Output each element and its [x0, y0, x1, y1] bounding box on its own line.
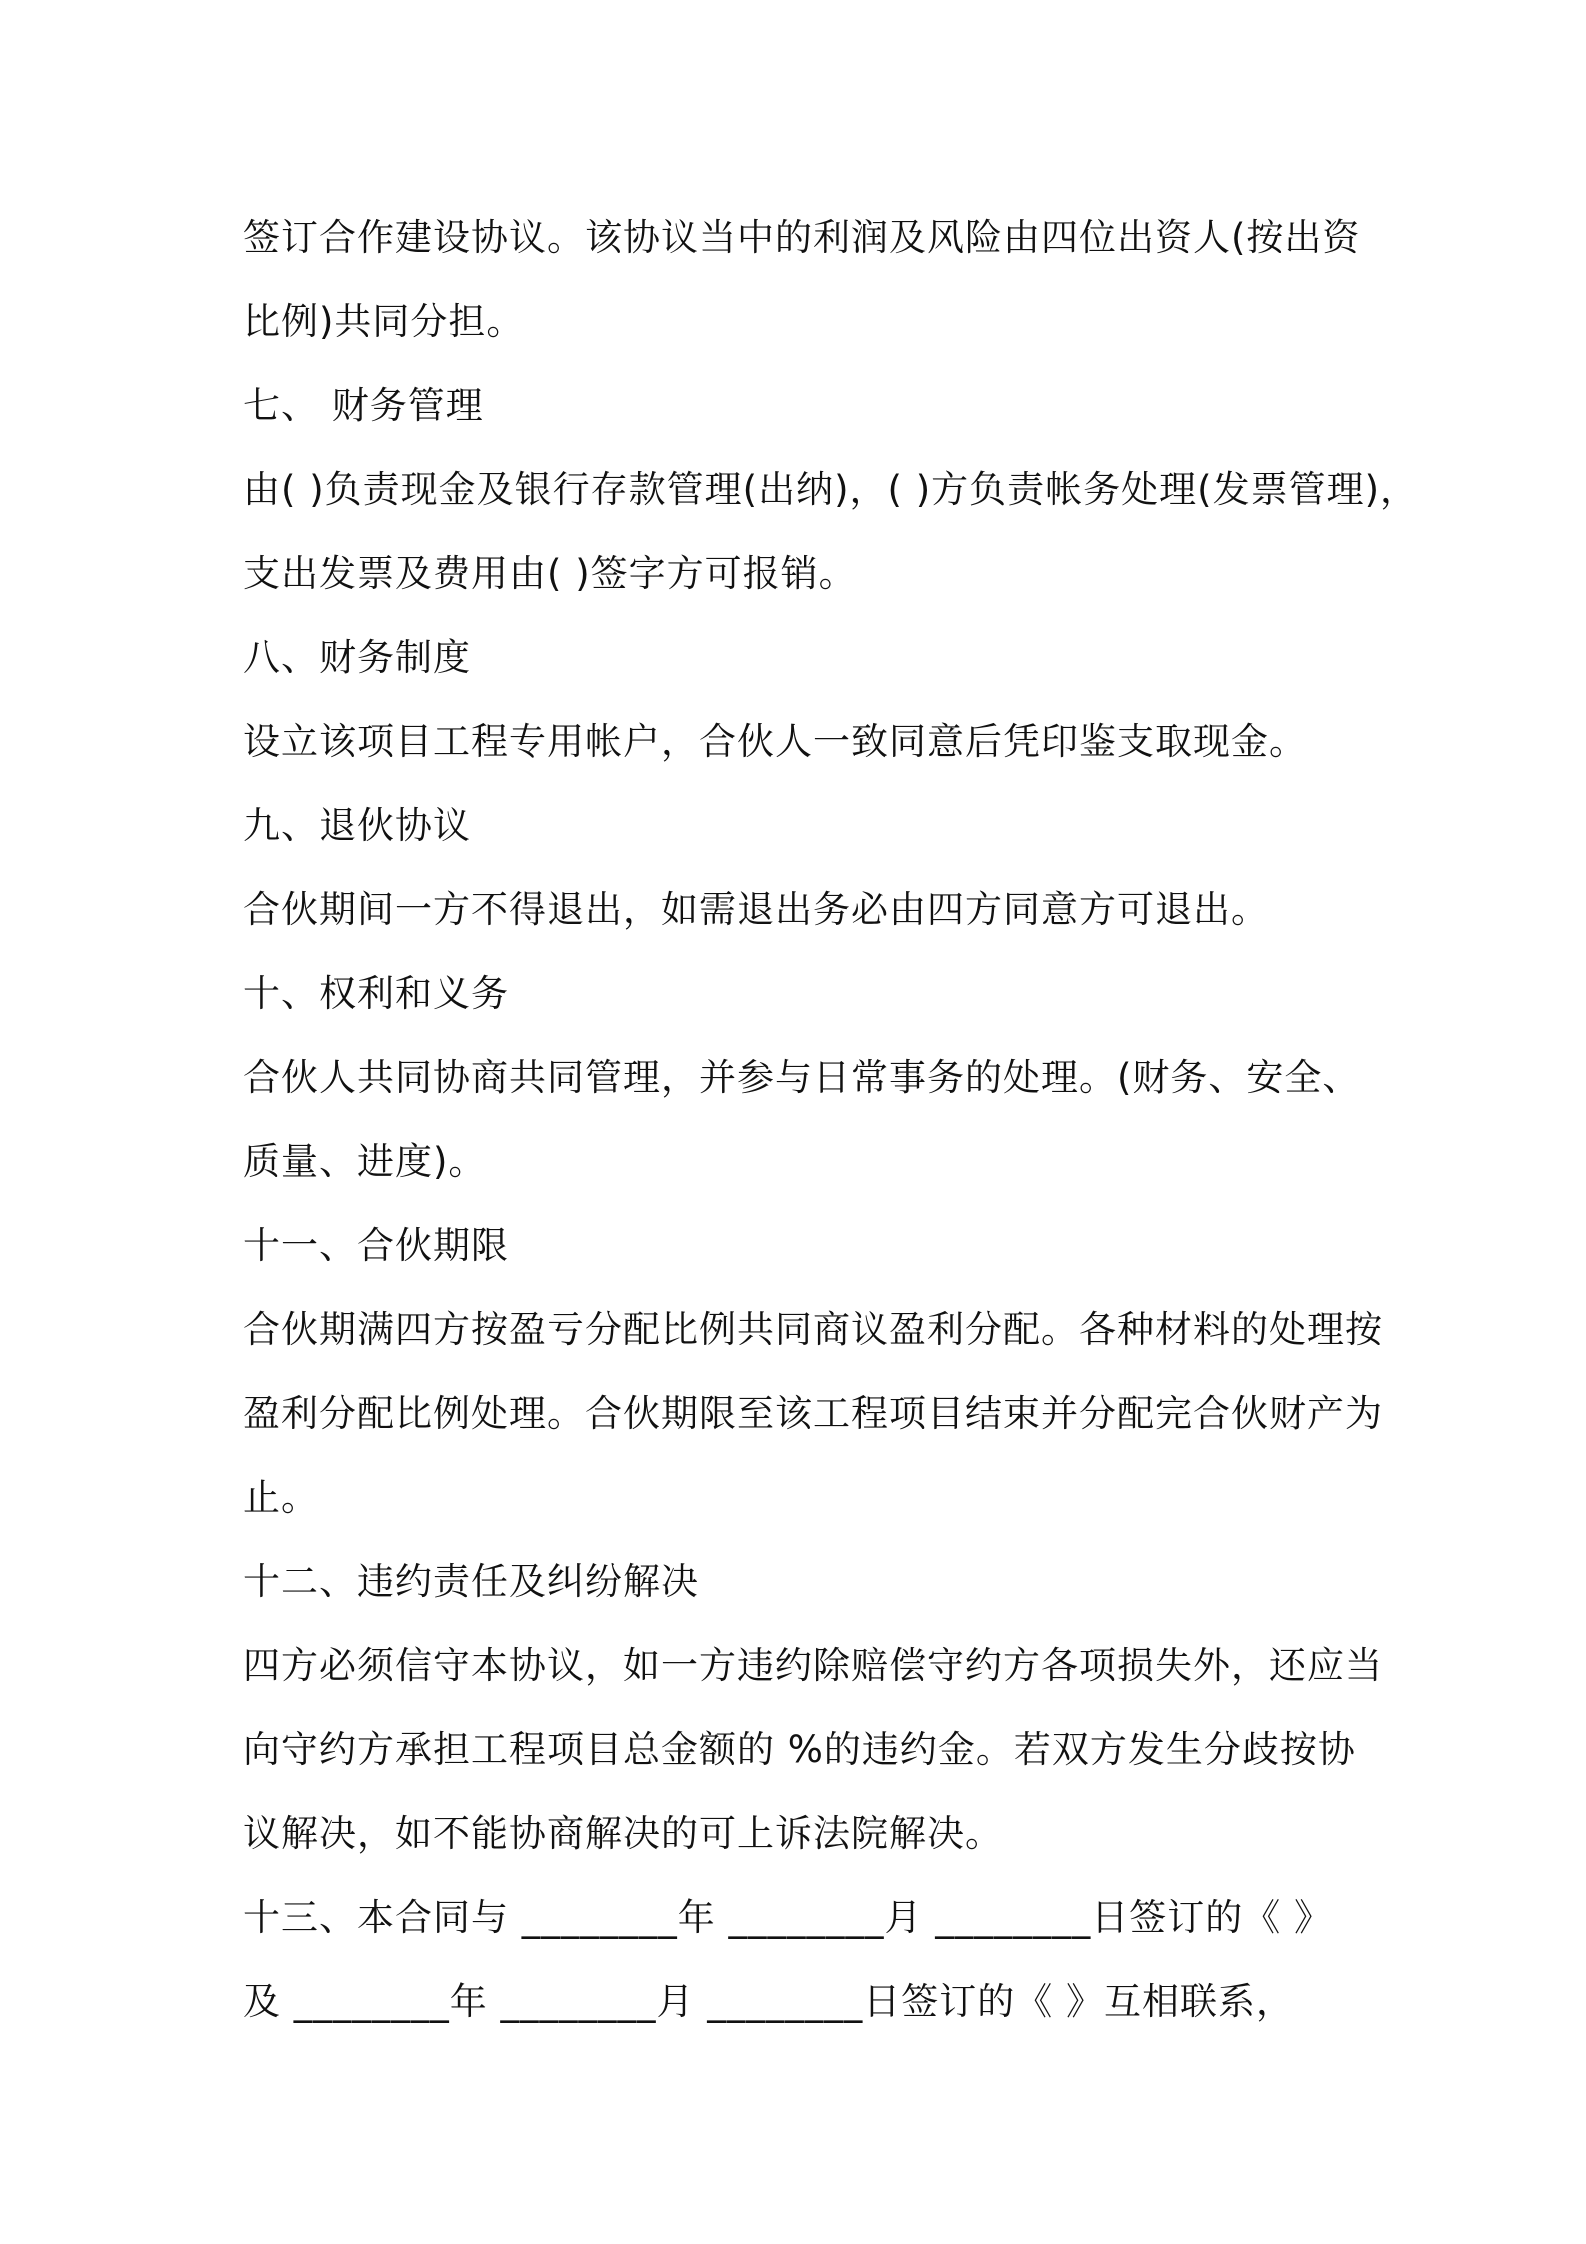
- paragraph-line: 支出发票及费用由( )签字方可报销。: [243, 552, 857, 595]
- paragraph-line: 设立该项目工程专用帐户，合伙人一致同意后凭印鉴支取现金。: [243, 720, 1307, 763]
- paragraph-line: 质量、进度)。: [243, 1140, 487, 1183]
- paragraph-line: 比例)共同分担。: [243, 300, 525, 343]
- section-heading-8: 八、财务制度: [243, 636, 471, 679]
- section-heading-13: 十三、本合同与 ________年 ________月 ________日签订的《 》: [243, 1896, 1333, 1939]
- paragraph-line: 盈利分配比例处理。合伙期限至该工程项目结束并分配完合伙财产为: [243, 1392, 1383, 1435]
- paragraph-line: 合伙期满四方按盈亏分配比例共同商议盈利分配。各种材料的处理按: [243, 1308, 1383, 1351]
- paragraph-line: 四方必须信守本协议，如一方违约除赔偿守约方各项损失外，还应当: [243, 1644, 1383, 1687]
- paragraph-line: 由( )负责现金及银行存款管理(出纳)，( )方负责帐务处理(发票管理)，: [243, 468, 1419, 511]
- document-body: [243, 196, 1419, 2044]
- paragraph-line: 合伙期间一方不得退出，如需退出务必由四方同意方可退出。: [243, 888, 1269, 931]
- paragraph-line: 向守约方承担工程项目总金额的 %的违约金。若双方发生分歧按协: [243, 1728, 1356, 1771]
- paragraph-line: 合伙人共同协商共同管理，并参与日常事务的处理。(财务、安全、: [243, 1056, 1361, 1099]
- section-heading-11: 十一、合伙期限: [243, 1224, 509, 1267]
- section-heading-12: 十二、违约责任及纠纷解决: [243, 1560, 699, 1603]
- paragraph-line: 及 ________年 ________月 ________日签订的《 》互相联系，: [243, 1980, 1295, 2023]
- section-heading-9: 九、退伙协议: [243, 804, 471, 847]
- section-heading-7: 七、 财务管理: [243, 384, 484, 427]
- paragraph-line: 议解决，如不能协商解决的可上诉法院解决。: [243, 1812, 1003, 1855]
- paragraph-line: 止。: [243, 1476, 319, 1519]
- section-heading-10: 十、权利和义务: [243, 972, 509, 1015]
- paragraph-line: 签订合作建设协议。该协议当中的利润及风险由四位出资人(按出资: [243, 216, 1361, 259]
